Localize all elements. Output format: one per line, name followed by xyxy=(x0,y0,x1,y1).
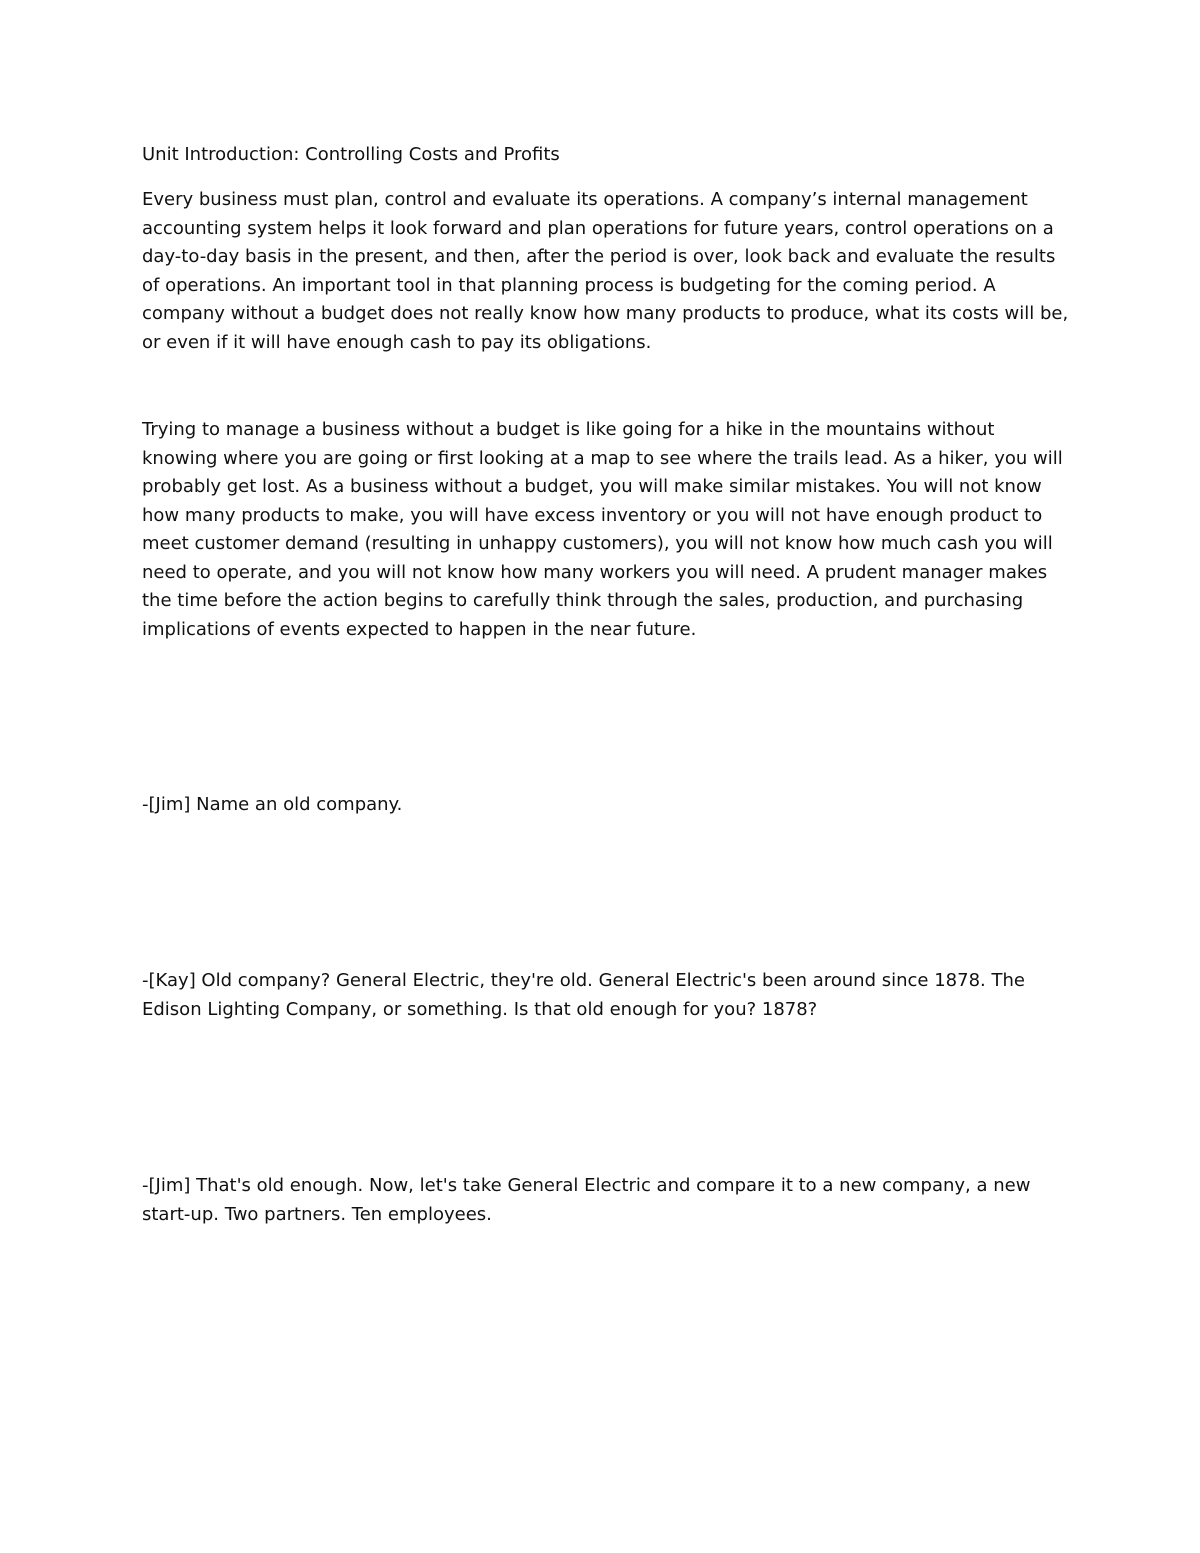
paragraph-budget-planning: Every business must plan, control and evaluate its operations. A company’s internal management accounting system helps it look forward and plan operations for future years, control operations on a day-to-day basis in the present, and then, after the period is over, look back and evaluate the results of operations. An important tool in that planning process is budgeting for the coming period. A company without a budget does not really know how many products to produce, what its costs will be, or even if it will have enough cash to pay its obligations. xyxy=(142,189,1069,353)
document-title: Unit Introduction: Controlling Costs and Profits xyxy=(142,144,560,165)
dialogue-line-jim-2: -[Jim] That's old enough. Now, let's take General Electric and compare it to a new company, a new start-up. Two partners. Ten employees. xyxy=(142,1175,1031,1225)
dialogue-line-jim-1: -[Jim] Name an old company. xyxy=(142,794,403,815)
dialogue-line-kay-1: -[Kay] Old company? General Electric, they're old. General Electric's been around since 1878. The Edison Lighting Company, or something. Is that old enough for you? 1878? xyxy=(142,970,1025,1020)
paragraph-hike-analogy: Trying to manage a business without a budget is like going for a hike in the mountains without knowing where you are going or first looking at a map to see where the trails lead. As a hiker, you will probably get lost. As a business without a budget, you will make similar mistakes. You will not know how many products to make, you will have excess inventory or you will not have enough product to meet customer demand (resulting in unhappy customers), you will not know how much cash you will need to operate, and you will not know how many workers you will need. A prudent manager makes the time before the action begins to carefully think through the sales, production, and purchasing implications of events expected to happen in the near future. xyxy=(142,419,1063,640)
